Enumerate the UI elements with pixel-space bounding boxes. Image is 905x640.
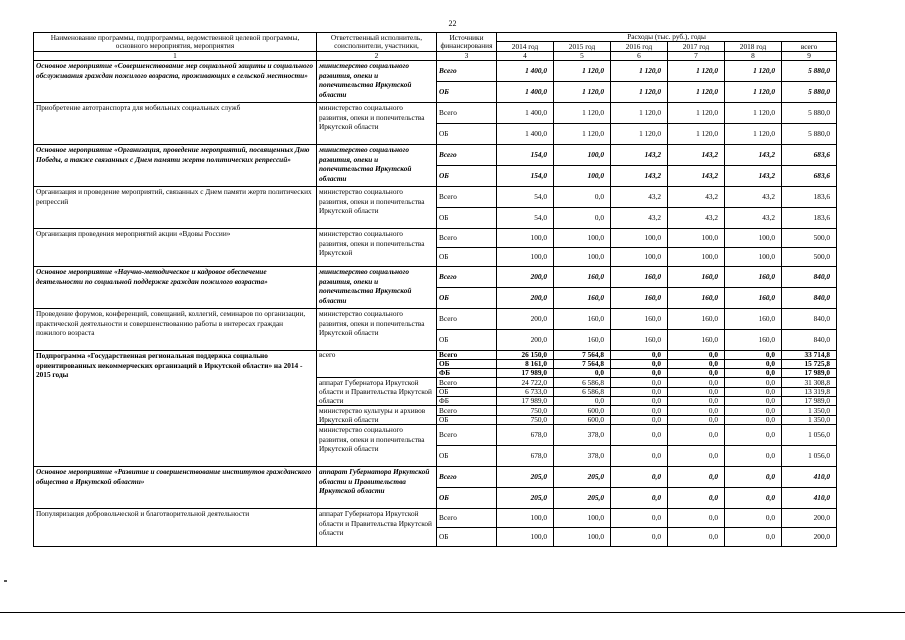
value-cell: 143,2 (668, 145, 725, 166)
source-cell: ОБ (437, 82, 497, 103)
col-header-year: 2015 год (554, 42, 611, 52)
value-cell: 0,0 (668, 415, 725, 425)
table-row (34, 61, 837, 82)
source-cell: Всего (437, 425, 497, 446)
value-cell: 0,0 (554, 208, 611, 229)
value-cell: 0,0 (725, 415, 782, 425)
activity-name: Организация и проведение мероприятий, связанных с Днем памяти жертв политических репрессий (34, 187, 317, 229)
executor-cell: аппарат Губернатора Иркутской области и Правительства Иркутской области (317, 509, 437, 547)
source-cell: Всего (437, 467, 497, 488)
value-cell: 54,0 (497, 187, 554, 208)
source-cell: Всего (437, 187, 497, 208)
value-cell: 200,0 (497, 309, 554, 330)
value-cell: 0,0 (668, 467, 725, 488)
value-cell: 0,0 (611, 369, 668, 378)
executor-cell: аппарат Губернатора Иркутской области и Правительства Иркутской области (317, 467, 437, 509)
source-cell: Всего (437, 61, 497, 82)
value-cell: 17 989,0 (497, 397, 554, 406)
value-cell: 160,0 (554, 309, 611, 330)
source-cell: Всего (437, 378, 497, 387)
col-header-executor: Ответственный исполнитель, соисполнители, участники, (317, 33, 437, 52)
value-cell: 100,0 (497, 528, 554, 547)
activity-name: Популяризация добровольческой и благотворительной деятельности (34, 509, 317, 547)
value-cell: 1 120,0 (668, 124, 725, 145)
source-cell: ОБ (437, 124, 497, 145)
source-cell: ОБ (437, 387, 497, 396)
value-cell: 15 725,8 (782, 360, 837, 369)
value-cell: 100,0 (554, 528, 611, 547)
col-number: 6 (611, 52, 668, 61)
value-cell: 160,0 (554, 267, 611, 288)
value-cell: 1 120,0 (554, 82, 611, 103)
value-cell: 1 120,0 (668, 61, 725, 82)
value-cell: 17 989,0 (497, 369, 554, 378)
executor-cell: министерство социального развития, опеки и попечительства Иркутской области (317, 145, 437, 187)
scan-mark (4, 580, 7, 582)
value-cell: 160,0 (554, 288, 611, 309)
value-cell: 143,2 (668, 166, 725, 187)
value-cell: 6 733,0 (497, 387, 554, 396)
table-row (34, 103, 837, 124)
value-cell: 1 400,0 (497, 103, 554, 124)
measure-name: Основное мероприятие «Организация, проведение мероприятий, посвященных Дню Победы, а также связанных с Днем памяти жертв политических репрессий» (34, 145, 317, 187)
value-cell: 0,0 (725, 509, 782, 528)
executor-cell: министерство социального развития, опеки и попечительства Иркутской области (317, 309, 437, 351)
executor-cell: министерство социального развития, опеки и попечительства Иркутской области (317, 103, 437, 145)
value-cell: 100,0 (497, 229, 554, 248)
page-bottom-edge (0, 612, 905, 613)
col-number: 4 (497, 52, 554, 61)
value-cell: 7 564,8 (554, 351, 611, 360)
value-cell: 6 586,8 (554, 378, 611, 387)
value-cell: 0,0 (611, 406, 668, 416)
value-cell: 100,0 (668, 229, 725, 248)
value-cell: 31 308,8 (782, 378, 837, 387)
executor-cell: министерство социального развития, опеки и попечительства Иркутской области (317, 187, 437, 229)
value-cell: 0,0 (668, 406, 725, 416)
col-header-total: всего (782, 42, 837, 52)
col-number: 1 (34, 52, 317, 61)
value-cell: 1 120,0 (611, 103, 668, 124)
source-cell: Всего (437, 145, 497, 166)
value-cell: 0,0 (668, 369, 725, 378)
value-cell: 43,2 (725, 187, 782, 208)
value-cell: 5 880,0 (782, 124, 837, 145)
value-cell: 0,0 (668, 378, 725, 387)
value-cell: 6 586,8 (554, 387, 611, 396)
page-number: 22 (448, 19, 457, 28)
value-cell: 5 880,0 (782, 61, 837, 82)
col-number: 3 (437, 52, 497, 61)
value-cell: 0,0 (668, 397, 725, 406)
source-cell: ОБ (437, 488, 497, 509)
value-cell: 200,0 (782, 528, 837, 547)
table-row (34, 467, 837, 488)
value-cell: 1 120,0 (725, 103, 782, 124)
executor-cell: министерство культуры и архивов Иркутской области (317, 406, 437, 425)
value-cell: 0,0 (668, 528, 725, 547)
value-cell: 24 722,0 (497, 378, 554, 387)
value-cell: 0,0 (554, 369, 611, 378)
value-cell: 1 120,0 (554, 103, 611, 124)
measure-name: Основное мероприятие «Развитие и совершенствование институтов гражданского общества в Иркутской области» (34, 467, 317, 509)
value-cell: 500,0 (782, 229, 837, 248)
source-cell: ОБ (437, 248, 497, 267)
value-cell: 183,6 (782, 187, 837, 208)
activity-name: Приобретение автотранспорта для мобильных социальных служб (34, 103, 317, 145)
table-row (34, 145, 837, 166)
value-cell: 100,0 (611, 248, 668, 267)
source-cell: Всего (437, 509, 497, 528)
source-cell: ОБ (437, 528, 497, 547)
value-cell: 0,0 (668, 488, 725, 509)
value-cell: 0,0 (725, 369, 782, 378)
measure-name: Основное мероприятие «Научно-методическое и кадровое обеспечение деятельности по социальной поддержке граждан пожилого возраста» (34, 267, 317, 309)
value-cell: 0,0 (554, 397, 611, 406)
col-header-year: 2017 год (668, 42, 725, 52)
executor-cell: аппарат Губернатора Иркутской области и Правительства Иркутской области (317, 378, 437, 406)
value-cell: 200,0 (497, 267, 554, 288)
value-cell: 100,0 (611, 229, 668, 248)
value-cell: 683,6 (782, 145, 837, 166)
source-cell: ОБ (437, 415, 497, 425)
value-cell: 160,0 (668, 309, 725, 330)
executor-cell: министерство социального развития, опеки и попечительства Иркутской области (317, 267, 437, 309)
value-cell: 0,0 (725, 425, 782, 446)
value-cell: 0,0 (611, 378, 668, 387)
value-cell: 1 400,0 (497, 61, 554, 82)
value-cell: 8 161,0 (497, 360, 554, 369)
value-cell: 0,0 (611, 528, 668, 547)
value-cell: 100,0 (668, 248, 725, 267)
value-cell: 0,0 (725, 406, 782, 416)
value-cell: 0,0 (668, 351, 725, 360)
value-cell: 410,0 (782, 467, 837, 488)
executor-cell: министерство социального развития, опеки и попечительства Иркутской области (317, 425, 437, 467)
value-cell: 160,0 (668, 330, 725, 351)
value-cell: 1 120,0 (725, 124, 782, 145)
source-cell: Всего (437, 267, 497, 288)
value-cell: 0,0 (668, 387, 725, 396)
value-cell: 100,0 (725, 248, 782, 267)
value-cell: 1 400,0 (497, 124, 554, 145)
value-cell: 160,0 (668, 267, 725, 288)
col-number: 7 (668, 52, 725, 61)
table-row (34, 267, 837, 288)
col-header-year: 2016 год (611, 42, 668, 52)
value-cell: 43,2 (611, 187, 668, 208)
value-cell: 1 120,0 (611, 82, 668, 103)
value-cell: 160,0 (611, 288, 668, 309)
value-cell: 500,0 (782, 248, 837, 267)
value-cell: 160,0 (554, 330, 611, 351)
value-cell: 0,0 (611, 397, 668, 406)
value-cell: 840,0 (782, 288, 837, 309)
value-cell: 0,0 (611, 351, 668, 360)
value-cell: 200,0 (782, 509, 837, 528)
value-cell: 143,2 (611, 145, 668, 166)
value-cell: 100,0 (554, 166, 611, 187)
value-cell: 0,0 (725, 397, 782, 406)
subprogram-name: Подпрограмма «Государственная региональная поддержка социально ориентированных некоммерческих организаций в Иркутской области» на 2014 - 2015 годы (34, 351, 317, 467)
source-cell: Всего (437, 229, 497, 248)
value-cell: 0,0 (611, 387, 668, 396)
value-cell: 54,0 (497, 208, 554, 229)
activity-name: Проведение форумов, конференций, совещаний, коллегий, семинаров по организации, практической деятельности и совершенствованию работы в интересах граждан пожилого возраста (34, 309, 317, 351)
value-cell: 1 120,0 (554, 61, 611, 82)
table-row (34, 229, 837, 248)
value-cell: 154,0 (497, 145, 554, 166)
value-cell: 378,0 (554, 425, 611, 446)
value-cell: 143,2 (725, 145, 782, 166)
value-cell: 43,2 (725, 208, 782, 229)
value-cell: 840,0 (782, 330, 837, 351)
col-number: 2 (317, 52, 437, 61)
value-cell: 200,0 (497, 330, 554, 351)
value-cell: 0,0 (611, 425, 668, 446)
source-cell: Всего (437, 406, 497, 416)
source-cell: ОБ (437, 166, 497, 187)
value-cell: 0,0 (668, 425, 725, 446)
value-cell: 0,0 (668, 360, 725, 369)
col-number: 5 (554, 52, 611, 61)
value-cell: 0,0 (611, 415, 668, 425)
value-cell: 0,0 (725, 351, 782, 360)
value-cell: 0,0 (668, 509, 725, 528)
value-cell: 840,0 (782, 267, 837, 288)
value-cell: 43,2 (668, 187, 725, 208)
source-cell: ОБ (437, 446, 497, 467)
source-cell: ФБ (437, 369, 497, 378)
value-cell: 160,0 (725, 309, 782, 330)
value-cell: 840,0 (782, 309, 837, 330)
value-cell: 160,0 (725, 330, 782, 351)
value-cell: 0,0 (725, 467, 782, 488)
value-cell: 43,2 (611, 208, 668, 229)
value-cell: 0,0 (611, 488, 668, 509)
value-cell: 26 150,0 (497, 351, 554, 360)
value-cell: 1 056,0 (782, 425, 837, 446)
value-cell: 33 714,8 (782, 351, 837, 360)
value-cell: 100,0 (554, 248, 611, 267)
value-cell: 750,0 (497, 415, 554, 425)
col-header-expenses: Расходы (тыс. руб.), годы (497, 33, 837, 42)
value-cell: 100,0 (497, 509, 554, 528)
value-cell: 0,0 (725, 387, 782, 396)
value-cell: 1 120,0 (611, 61, 668, 82)
executor-cell: министерство социального развития, опеки и попечительства Иркутской области (317, 61, 437, 103)
source-cell: Всего (437, 351, 497, 360)
value-cell: 160,0 (611, 309, 668, 330)
source-cell: ОБ (437, 288, 497, 309)
table-row (34, 187, 837, 208)
value-cell: 17 989,0 (782, 369, 837, 378)
value-cell: 378,0 (554, 446, 611, 467)
activity-name: Организация проведения мероприятий акции «Вдовы России» (34, 229, 317, 267)
value-cell: 200,0 (497, 288, 554, 309)
value-cell: 154,0 (497, 166, 554, 187)
value-cell: 600,0 (554, 415, 611, 425)
value-cell: 100,0 (497, 248, 554, 267)
value-cell: 1 120,0 (554, 124, 611, 145)
value-cell: 0,0 (611, 467, 668, 488)
value-cell: 5 880,0 (782, 103, 837, 124)
value-cell: 143,2 (611, 166, 668, 187)
source-cell: Всего (437, 103, 497, 124)
value-cell: 183,6 (782, 208, 837, 229)
value-cell: 0,0 (725, 378, 782, 387)
value-cell: 678,0 (497, 446, 554, 467)
value-cell: 0,0 (725, 488, 782, 509)
table-row (34, 351, 837, 360)
value-cell: 0,0 (611, 509, 668, 528)
value-cell: 143,2 (725, 166, 782, 187)
value-cell: 5 880,0 (782, 82, 837, 103)
value-cell: 0,0 (725, 528, 782, 547)
value-cell: 1 120,0 (611, 124, 668, 145)
table-row (34, 309, 837, 330)
value-cell: 13 319,8 (782, 387, 837, 396)
value-cell: 100,0 (554, 509, 611, 528)
value-cell: 7 564,8 (554, 360, 611, 369)
value-cell: 0,0 (611, 360, 668, 369)
value-cell: 1 120,0 (725, 82, 782, 103)
value-cell: 750,0 (497, 406, 554, 416)
value-cell: 1 120,0 (725, 61, 782, 82)
col-number: 9 (782, 52, 837, 61)
value-cell: 160,0 (725, 267, 782, 288)
col-header-source: Источники финансирования (437, 33, 497, 52)
executor-cell: всего (317, 351, 437, 378)
expenses-table (33, 32, 837, 547)
value-cell: 1 120,0 (668, 82, 725, 103)
col-header-year: 2018 год (725, 42, 782, 52)
value-cell: 0,0 (668, 446, 725, 467)
value-cell: 43,2 (668, 208, 725, 229)
value-cell: 1 056,0 (782, 446, 837, 467)
col-header-name: Наименование программы, подпрограммы, ведомственной целевой программы, основного мероприятия, мероприятия (34, 33, 317, 52)
value-cell: 160,0 (668, 288, 725, 309)
value-cell: 0,0 (725, 446, 782, 467)
value-cell: 0,0 (611, 446, 668, 467)
value-cell: 100,0 (725, 229, 782, 248)
value-cell: 205,0 (497, 467, 554, 488)
value-cell: 678,0 (497, 425, 554, 446)
source-cell: ФБ (437, 397, 497, 406)
value-cell: 160,0 (611, 267, 668, 288)
value-cell: 1 350,0 (782, 415, 837, 425)
value-cell: 100,0 (554, 145, 611, 166)
source-cell: Всего (437, 309, 497, 330)
measure-name: Основное мероприятие «Совершенствование мер социальной защиты и социального обслуживания граждан пожилого возраста, проживающих в сельской местности» (34, 61, 317, 103)
value-cell: 205,0 (554, 488, 611, 509)
value-cell: 1 350,0 (782, 406, 837, 416)
value-cell: 205,0 (554, 467, 611, 488)
value-cell: 160,0 (611, 330, 668, 351)
source-cell: ОБ (437, 208, 497, 229)
value-cell: 410,0 (782, 488, 837, 509)
value-cell: 600,0 (554, 406, 611, 416)
value-cell: 683,6 (782, 166, 837, 187)
value-cell: 1 400,0 (497, 82, 554, 103)
table-row (34, 509, 837, 528)
source-cell: ОБ (437, 330, 497, 351)
value-cell: 1 120,0 (668, 103, 725, 124)
value-cell: 0,0 (725, 360, 782, 369)
value-cell: 160,0 (725, 288, 782, 309)
col-number: 8 (725, 52, 782, 61)
executor-cell: министерство социального развития, опеки и попечительства Иркутской (317, 229, 437, 267)
value-cell: 205,0 (497, 488, 554, 509)
col-header-year: 2014 год (497, 42, 554, 52)
value-cell: 17 989,0 (782, 397, 837, 406)
value-cell: 0,0 (554, 187, 611, 208)
value-cell: 100,0 (554, 229, 611, 248)
source-cell: ОБ (437, 360, 497, 369)
